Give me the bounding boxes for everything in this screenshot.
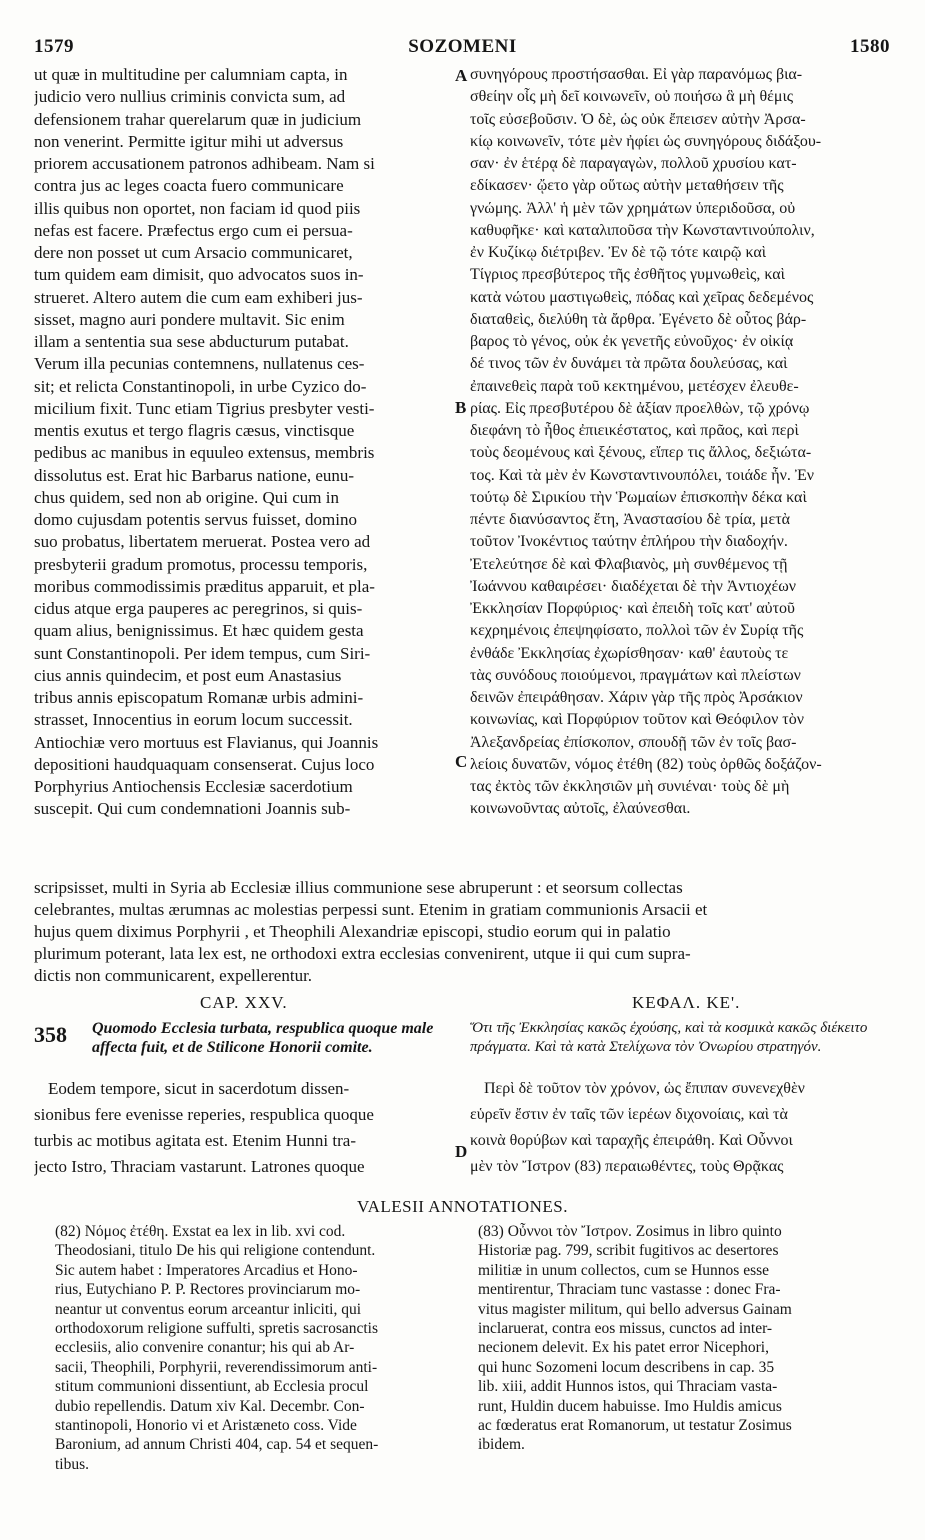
note-line: mentirentur, Thraciam tunc vastasse : donec Fra- (478, 1281, 781, 1299)
greek-line: τος. Καὶ τὰ μὲν ἐν Κωνσταντινουπόλει, τοιάδε ἦν. Ἐν (470, 466, 815, 484)
latin-line: strasset, Innocentius in eorum locum successit. (34, 710, 353, 730)
note-line: stantinopoli, Honorio vi et Aristæneto coss. Vide (55, 1416, 357, 1434)
note-line: stitum communioni dissentiunt, ab Ecclesia procul (55, 1378, 369, 1396)
greek-line: μὲν τὸν Ἴστρον (83) περαιωθέντες, τοὺς Θρᾷκας (470, 1158, 784, 1175)
latin-line: cius annis quindecim, et post eum Anastasius (34, 665, 342, 685)
latin-line: quam alius, benignissimus. Et hæc quidem gesta (34, 621, 364, 641)
latin-line: sionibus fere evenisse reperies, respublica quoque (34, 1105, 374, 1124)
chapter-summary-greek: Ὅτι τῆς Ἐκκλησίας κακῶς ἐχούσης, καὶ τὰ κοσμικὰ κακῶς διέκειτο πράγματα. Καὶ τὰ κατὰ Στελίχωνα τὸν Ὀνωρίου στρατηγόν. (470, 1020, 868, 1055)
latin-line: strueret. Altero autem die cum eam exhiberi jus- (34, 287, 363, 307)
note-line: qui hunc Sozomeni locum describens in cap. 35 (478, 1358, 775, 1376)
left-page-number: 1579 (34, 36, 74, 57)
greek-line: τας ἐκτὸς τῶν ἐκκλησιῶν μὴ συνιέναι· τοὺς δὲ μὴ (470, 778, 790, 795)
latin-line: tum quidem eam dimisit, quo advocatos suos in- (34, 265, 364, 285)
greek-line: κατὰ νώτου μαστιγωθεὶς, πόδας καὶ χεῖρας δεδεμένος (470, 288, 814, 306)
note-line: neantur ut conventus eorum arceantur inliciti, qui (55, 1300, 362, 1318)
latin-line: plurimum poterant, lata lex est, ne orthodoxi extra ecclesias convenirent, utque ii qui cum supra- (34, 944, 691, 963)
latin-full-width-paragraph (34, 877, 894, 987)
latin-line: chus quidem, sed non ab origine. Qui cum in (34, 487, 340, 507)
note-line: tibus. (55, 1455, 90, 1473)
greek-line: πέντε διανύσαντος ἔτη, Ἀναστασίου δὲ τρία, μετὰ (470, 511, 791, 528)
greek-line: τοῦτον Ἰνοκέντιος ταύτην ἐπλήρου τὴν διαδοχήν. (470, 533, 788, 551)
latin-line: illis quibus non oportet, non faciam id quod piis (34, 198, 361, 218)
greek-line: Ἐκκλησίαν Πορφύριος· καὶ ἐπειδὴ τοῖς κατ' αὐτοῦ (470, 600, 795, 617)
greek-line: γνώμης. Ἀλλ' ἡ μὲν τῶν χρημάτων ὑπεριδοῦσα, οὐ (470, 199, 796, 217)
greek-column (470, 64, 898, 821)
greek-line: σθείην οἷς μὴ δεῖ κοινωνεῖν, οὐ ποιήσω ἃ μὴ θέμις (470, 88, 794, 106)
right-page-number: 1580 (850, 36, 890, 57)
latin-line: suo probatus, libertatem meruerat. Postea vero ad (34, 532, 371, 552)
margin-marker-c: C (455, 752, 468, 771)
latin-line: contra jus ac leges coacta fuero communicare (34, 176, 344, 196)
note-line: Sic autem habet : Imperatores Arcadius et Hono- (55, 1261, 358, 1279)
latin-line: priorem accusationem patronos adhibeam. Nam si (34, 154, 375, 173)
latin-line: celebrantes, multas ærumnas ac molestias perpessi sunt. Etenim in gratiam communionis Arsacii et (34, 900, 708, 919)
latin-line: Verum illa pecunias contemnens, nullatenus ces- (34, 354, 365, 374)
latin-line: dere non posset ut cum Arsacio communicaret, (34, 243, 353, 262)
latin-line: suscepit. Qui cum condemnationi Joannis sub- (34, 799, 351, 819)
chapter-heading-latin: CAP. XXV. (200, 993, 288, 1012)
latin-line: depositioni haudquaquam consenserat. Cujus loco (34, 754, 375, 774)
note-line: (83) Οὖννοι τὸν Ἴστρον. Zosimus in libro quinto (478, 1223, 782, 1240)
greek-line: τοῖς εὐσεβοῦσιν. Ὁ δὲ, ὡς οὐκ ἔπεισεν αὐτὴν Ἀρσα- (470, 110, 806, 128)
latin-line: sunt Constantinopoli. Per idem tempus, cum Siri- (34, 643, 371, 663)
latin-line: scripsisset, multi in Syria ab Ecclesiæ illius communione sese abruperunt : et seorsum collectas (34, 878, 683, 897)
note-line: rius, Eutychiano P. P. Rectores provinciarum mo- (55, 1281, 361, 1299)
note-line: vitus magister militum, qui bello adversus Gainam (478, 1300, 792, 1318)
greek-line: καθυφῆκε· καὶ καταλιποῦσα τὴν Κωνσταντινούπολιν, (470, 221, 815, 239)
greek-line: εδίκασεν· ᾤετο γὰρ οὕτως αὐτὴν μεταθήσειν τῆς (470, 177, 784, 195)
note-line: lib. xiii, addit Hunnos istos, qui Thraciam vasta- (478, 1378, 778, 1396)
latin-line: defensionem trahar querelarum quæ in judicium (34, 109, 362, 129)
note-line: inclaruerat, contra eos missus, cunctos ad inter- (478, 1319, 773, 1337)
latin-line: micilium fixit. Tunc etiam Tigrius presbyter vesti- (34, 398, 375, 418)
greek-line: κοινωνίας, καὶ Πορφύριον τοῦτον καὶ Θεόφιλον τὸν (470, 711, 804, 729)
note-line: (82) Νόμος ἐτέθη. Exstat ea lex in lib. xvi cod. (55, 1223, 346, 1240)
greek-line: λείοις δυνατῶν, νόμος ἐτέθη (82) τοὺς ὀρθῶς δοξάζον- (470, 755, 822, 773)
latin-line: jecto Istro, Thraciam vastarunt. Latrones quoque (34, 1157, 365, 1176)
latin-line: Antiochiæ vero mortuus est Flavianus, qui Joannis (34, 732, 379, 752)
latin-line: non venerint. Permitte igitur mihi ut adversus (34, 131, 344, 151)
greek-line: ἐπαινεθεὶς παρὰ τοῦ κεκτημένου, μετέσχεν ἐλευθε- (470, 377, 799, 395)
margin-marker-b: B (455, 398, 467, 417)
latin-line: dictis non communicarent, expellerentur. (34, 966, 313, 985)
greek-line: Ἐτελεύτησε δὲ καὶ Φλαβιανὸς, μὴ συνθέμενος τῇ (470, 555, 788, 573)
latin-line: moribus commodissimis præditus apparuit, et pla- (34, 576, 375, 596)
margin-marker-d: D (455, 1142, 468, 1161)
latin-line: turbis ac motibus agitata est. Etenim Hunni tra- (34, 1131, 356, 1150)
greek-line: σαν· ἐν ἑτέρᾳ δὲ παραγαγὼν, πολλοῦ χρυσίου κατ- (470, 155, 797, 172)
note-line: runt, Huldin ducem habuisse. Imo Huldis amicus (478, 1397, 782, 1415)
latin-line: tribus annis episcopatum Romanæ urbis admini- (34, 688, 364, 707)
chapter-heading-greek: ΚΕΦΑΛ. ΚΕ'. (632, 993, 741, 1012)
greek-line: Περὶ δὲ τοῦτον τὸν χρόνον, ὡς ἔπιπαν συνενεχθὲν (484, 1080, 805, 1097)
latin-line: Porphyrius Antiochensis Ecclesiæ sacerdotium (34, 777, 353, 796)
greek-line: κοινωνοῦντας αὐτοῖς, ἐλαύνεσθαι. (470, 800, 691, 818)
latin-line: Eodem tempore, sicut in sacerdotum dissen- (48, 1079, 350, 1098)
note-line: Historiæ pag. 799, scribit fugitivos ac desertores (478, 1242, 779, 1260)
note-line: ecclesiis, alio convenire conantur; his qui ab Ar- (55, 1339, 355, 1357)
latin-line: dissolutus est. Erat hic Barbarus natione, eunu- (34, 465, 355, 485)
greek-line: Τίγριος πρεσβύτερος τῆς ἐσθῆτος γυμνωθεὶς, καὶ (470, 266, 785, 284)
section-number: 358 (34, 1022, 67, 1047)
note-line: ac fœderatus erat Romanorum, ut testatur Zosimus (478, 1416, 792, 1434)
latin-line: hujus quem diximus Porphyrii , et Theophili Alexandriæ episcopi, studio eorum qui in palatio (34, 922, 671, 941)
note-line: orthodoxorum religione suffulti, spretis sacrosanctis (55, 1319, 379, 1337)
note-line: militiæ in unum collectos, cum se Hunnos esse (478, 1261, 770, 1279)
note-line: Baronium, ad annum Christi 404, cap. 54 et sequen- (55, 1436, 379, 1454)
latin-line: ut quæ in multitudine per calumniam capta, in (34, 65, 348, 84)
latin-line: mentis exutus et tergo flagris cæsus, vinctisque (34, 421, 355, 440)
note-line: necionem delevit. Ex his patet error Nicephori, (478, 1339, 769, 1357)
latin-line: cidus atque erga pauperes ac peregrinos, si quis- (34, 599, 363, 618)
greek-line: δέ τινος τῶν ἐν δυνάμει τὰ πρῶτα δουλεύσας, καὶ (470, 355, 788, 373)
latin-line: presbyterii gradum promotus, processu temporis, (34, 554, 368, 574)
running-title: SOZOMENI (408, 36, 517, 57)
greek-line: διαταθεὶς, διελύθη τὰ ἄρθρα. Ἐγένετο δὲ οὗτος βάρ- (470, 310, 807, 328)
greek-line: Ἀλεξανδρείας ἐπίσκοπον, σπουδῇ τῶν ἐν τοῖς βασ- (470, 733, 797, 751)
note-line: Theodosiani, titulo De his qui religione contendunt. (55, 1242, 376, 1260)
greek-chapter-body (470, 1076, 900, 1180)
annotations-title: VALESII ANNOTATIONES. (357, 1197, 568, 1216)
greek-line: κοινὰ θορύβων καὶ ταραχῆς ἐπειράθη. Καὶ Οὖννοι (470, 1132, 793, 1149)
annotation-83 (478, 1222, 898, 1455)
greek-line: τὰς συνόδους ποιούμενοι, πραγμάτων καὶ πλείστων (470, 666, 801, 684)
greek-line: διεφάνη τὸ ἦθος ἐπιεικέστατος, καὶ πρᾶος, καὶ περὶ (470, 422, 799, 439)
chapter-summary-latin: Quomodo Ecclesia turbata, respublica quoque male affecta fuit, et de Stilicone Honorii comite. (92, 1020, 434, 1056)
margin-marker-a: A (455, 66, 468, 85)
greek-line: βαρος τὸ γένος, οὐκ ἐκ γενετῆς εὐνοῦχος· ἐν οἰκίᾳ (470, 333, 794, 350)
greek-line: κεχρημένοις ἐπεψηφίσατο, πολλοὶ τῶν ἐν Συρίᾳ τῆς (470, 622, 804, 640)
latin-line: judicio vero nullius criminis convicta sum, ad (34, 87, 346, 107)
latin-line: nefas est facere. Præfectus ergo cum ei persua- (34, 220, 353, 240)
greek-line: τούτῳ δὲ Σιρικίου τὴν Ῥωμαίων ἐπισκοπὴν δέκα καὶ (470, 488, 807, 506)
latin-chapter-body (34, 1076, 454, 1180)
greek-line: τοὺς δεομένους καὶ ξένους, εἴπερ τις ἄλλος, δεξιώτα- (470, 444, 812, 462)
greek-line: κίῳ κοινωνεῖν, τότε μὲν ἠφίει ὡς συνηγόρους διδάξου- (470, 132, 822, 150)
latin-line: sisset, magno auri pondere multavit. Sic enim (34, 309, 345, 329)
latin-column (34, 64, 454, 821)
greek-line: ἐν Κυζίκῳ διέτριβεν. Ἐν δὲ τῷ τότε καιρῷ καὶ (470, 244, 767, 261)
greek-line: Ἰωάννου καθαιρέσει· διαδέχεται δὲ τὴν Ἀντιοχέων (470, 577, 796, 595)
latin-line: sit; et relicta Constantinopoli, in urbe Cyzico do- (34, 376, 367, 396)
annotation-82 (55, 1222, 455, 1474)
greek-line: συνηγόρους προστήσασθαι. Εἰ γὰρ παρανόμως βια- (470, 66, 803, 83)
latin-line: pedibus ac manibus in equuleo extensus, membris (34, 443, 375, 463)
note-line: sacii, Theophili, Porphyrii, reverendissimorum anti- (55, 1358, 378, 1376)
latin-line: domo cujusdam potentis servus fuisset, domino (34, 510, 357, 529)
note-line: ibidem. (478, 1436, 525, 1454)
latin-line: illam a sententia sua sese abducturum putabat. (34, 332, 349, 351)
greek-line: ρίας. Εἰς πρεσβυτέρου δὲ ἀξίαν προελθὼν, τῷ χρόνῳ (470, 399, 810, 417)
greek-line: δεινῶν ἐπειράθησαν. Χάριν γὰρ τῆς πρὸς Ἀρσάκιον (470, 689, 803, 706)
greek-line: ἐνθάδε Ἐκκλησίας ἐχωρίσθησαν· καθ' ἑαυτοὺς τε (470, 644, 789, 662)
greek-line: εὑρεῖν ἔστιν ἐν ταῖς τῶν ἱερέων διχονοίαις, καὶ τὰ (470, 1106, 788, 1123)
note-line: dubio repellendis. Datum xiv Kal. Decembr. Con- (55, 1397, 365, 1415)
